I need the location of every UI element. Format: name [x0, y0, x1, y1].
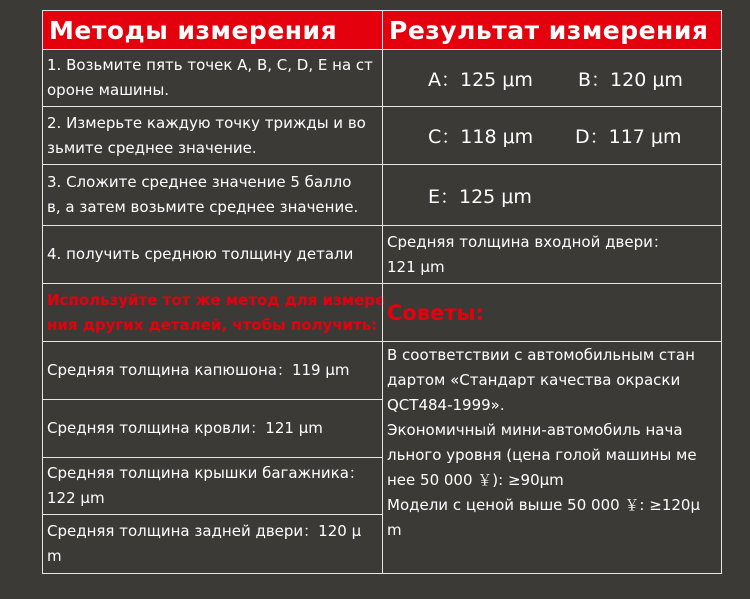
header-results-label: Результат измерения: [389, 15, 709, 45]
header-methods-label: Методы измерения: [49, 15, 338, 45]
part-roof-text: Средняя толщина кровли：121 μm: [47, 419, 323, 437]
part-hood-text: Средняя толщина капюшона：119 μm: [47, 361, 350, 379]
method-note: [42, 283, 386, 342]
method-note-text: Используйте тот же метод для измере ния других деталей, чтобы получить:: [47, 290, 386, 334]
part-rear-door: [42, 514, 383, 574]
step-1: [42, 49, 383, 107]
measurement-b: B：120 μm: [578, 68, 683, 91]
header-methods: [42, 10, 383, 50]
step-3: [42, 164, 383, 226]
tips-text: В соответствии с автомобильным стан дартом «Стандарт качества окраски QCT484-1999». Экономичный мини-автомобиль нача льного уровня (цена голой машины ме нее 50 000 ￥): ≥90μm Модели с ценой выше 50 000 ￥: ≥120μ m: [387, 346, 701, 539]
step-2: [42, 106, 383, 165]
part-roof: [42, 399, 383, 458]
measurement-row-cd: [382, 106, 722, 165]
door-average: [382, 225, 722, 284]
measurement-c: C：118 μm: [428, 126, 534, 148]
measurement-row-e: [382, 164, 722, 226]
tips-title-text: Советы:: [387, 300, 484, 325]
part-rear-door-text: Средняя толщина задней двери：120 μ m: [47, 522, 362, 565]
part-trunk-lid-text: Средняя толщина крышки багажника： 122 μm: [47, 464, 364, 507]
step-1-text: 1. Возьмите пять точек A, B, C, D, E на ст ороне машины.: [47, 56, 373, 99]
measurement-e: E：125 μm: [428, 185, 532, 208]
step-4-text: 4. получить среднюю толщину детали: [47, 245, 354, 263]
part-trunk-lid: [42, 457, 383, 515]
tips-title: [382, 283, 722, 342]
part-hood: [42, 341, 383, 400]
step-4: [42, 225, 383, 284]
door-average-text: Средняя толщина входной двери： 121 μm: [387, 232, 668, 276]
measurement-d: D：117 μm: [575, 126, 682, 148]
measurement-row-ab: [382, 49, 722, 107]
step-2-text: 2. Измерьте каждую точку трижды и во зьмите среднее значение.: [47, 113, 366, 157]
header-results: [382, 10, 722, 50]
measurement-a: A：125 μm: [428, 68, 533, 91]
step-3-text: 3. Сложите среднее значение 5 балло в, а затем возьмите среднее значение.: [47, 173, 359, 216]
tips-block: [382, 341, 722, 574]
